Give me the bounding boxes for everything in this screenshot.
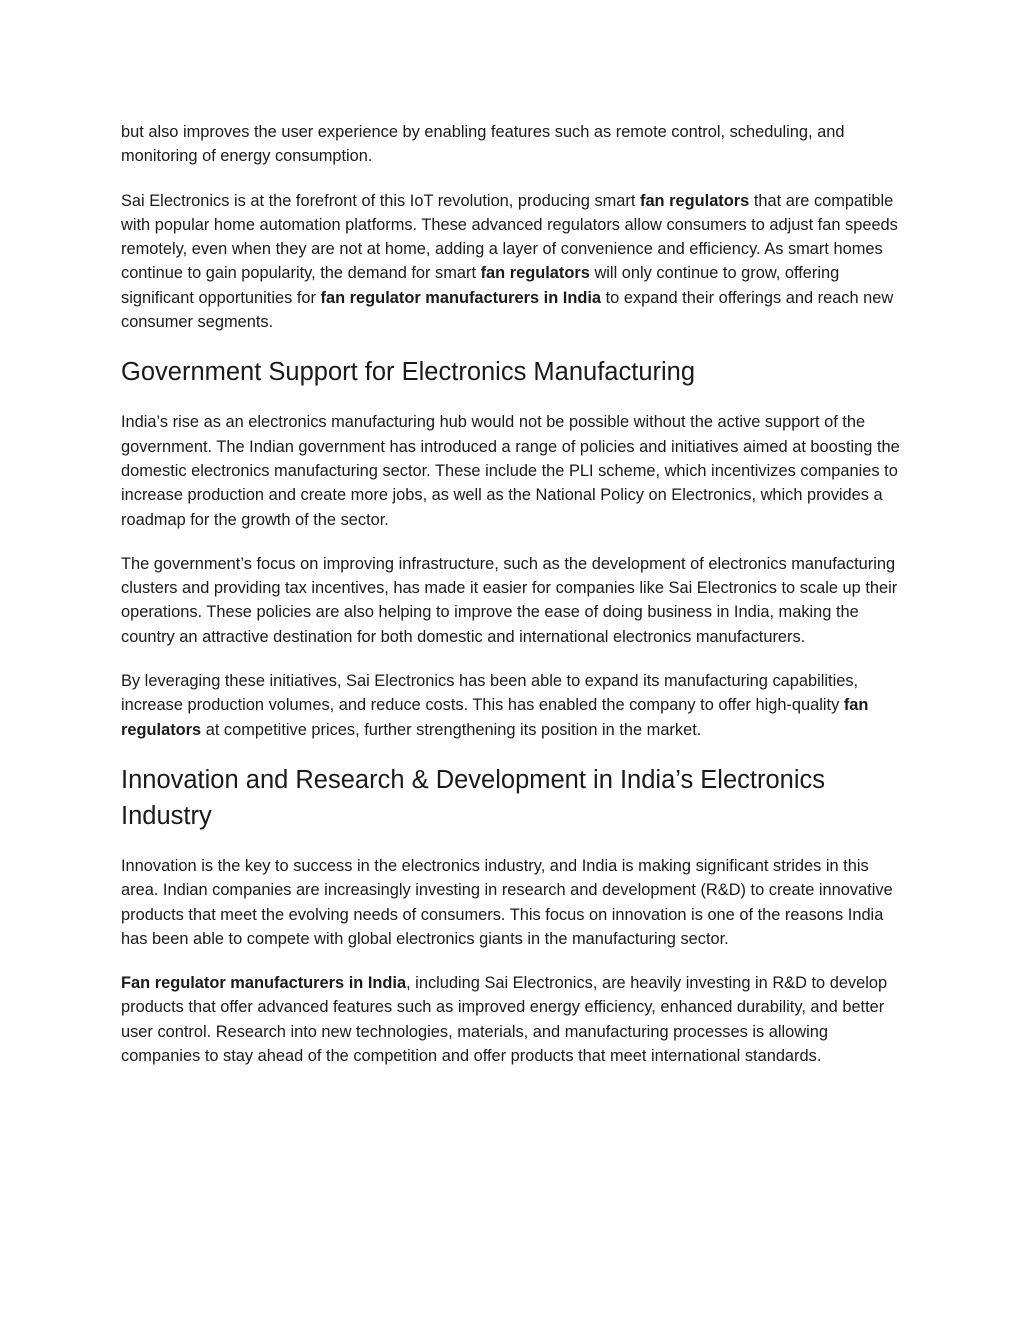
paragraph-text: , including Sai Electronics, are heavily investing in R&D to develop products that offer advanced features such as improved energy efficiency, enhanced durability, and better user control. Research into new technologies, materials, and manufacturing processes is allowing companies to stay ahead of the competition and offer products that meet international standards. bbox=[121, 974, 888, 1066]
bold-keyword: fan regulators bbox=[121, 696, 869, 739]
bold-keyword: fan regulators bbox=[480, 264, 590, 283]
paragraph-text: India’s rise as an electronics manufacturing hub would not be possible without the active support of the government. The Indian government has introduced a range of policies and initiatives aimed at boosting the domestic electronics manufacturing sector. These include the PLI scheme, which incentivizes companies to increase production and create more jobs, as well as the National Policy on Electronics, which provides a roadmap for the growth of the sector. bbox=[121, 413, 900, 529]
paragraph-text: that are compatible with popular home automation platforms. These advanced regulators allow consumers to adjust fan speeds remotely, even when they are not at home, adding a layer of convenience and efficiency. As smart homes continue to gain popularity, the demand for smart bbox=[121, 191, 898, 283]
paragraph-innovation bbox=[121, 854, 906, 951]
paragraph-text: Innovation is the key to success in the electronics industry, and India is making significant strides in this area. Indian companies are increasingly investing in research and development (R&D) to create innovative products that meet the evolving needs of consumers. This focus on innovation is one of the reasons India has been able to compete with global electronics giants in the manufacturing sector. bbox=[121, 856, 893, 948]
paragraph-rnd-investment bbox=[121, 971, 906, 1068]
heading-government-support: Government Support for Electronics Manufacturing bbox=[121, 358, 696, 387]
document-page bbox=[121, 120, 906, 1088]
bold-keyword: fan regulators bbox=[639, 191, 750, 210]
paragraph-text: at competitive prices, further strengthening its position in the market. bbox=[201, 720, 702, 739]
bold-keyword: fan regulator manufacturers in India bbox=[320, 288, 602, 307]
paragraph-text: will only continue to grow, offering significant opportunities for bbox=[121, 264, 840, 307]
heading-innovation-rnd: Innovation and Research & Development in India’s Electronics Industry bbox=[121, 765, 826, 830]
paragraph-text: The government’s focus on improving infrastructure, such as the development of electronics manufacturing clusters and providing tax incentives, has made it easier for companies like Sai Electronics to scale up their operations. These policies are also helping to improve the ease of doing business in India, making the country an attractive destination for both domestic and international electronics manufacturers. bbox=[121, 554, 898, 646]
paragraph-text: but also improves the user experience by enabling features such as remote control, scheduling, and monitoring of energy consumption. bbox=[121, 123, 845, 166]
paragraph-government-policies bbox=[121, 410, 906, 531]
paragraph-text: By leveraging these initiatives, Sai Electronics has been able to expand its manufacturing capabilities, increase production volumes, and reduce costs. This has enabled the company to offer high-quality bbox=[121, 672, 859, 715]
paragraph-text: Sai Electronics is at the forefront of this IoT revolution, producing smart bbox=[121, 191, 640, 210]
bold-keyword: Fan regulator manufacturers in India bbox=[121, 974, 407, 993]
paragraph-infrastructure bbox=[121, 552, 906, 649]
paragraph-leveraging-initiatives bbox=[121, 669, 906, 742]
paragraph-sai-iot bbox=[121, 189, 906, 335]
paragraph-text: to expand their offerings and reach new consumer segments. bbox=[121, 288, 894, 332]
paragraph-iot-intro bbox=[121, 120, 906, 169]
